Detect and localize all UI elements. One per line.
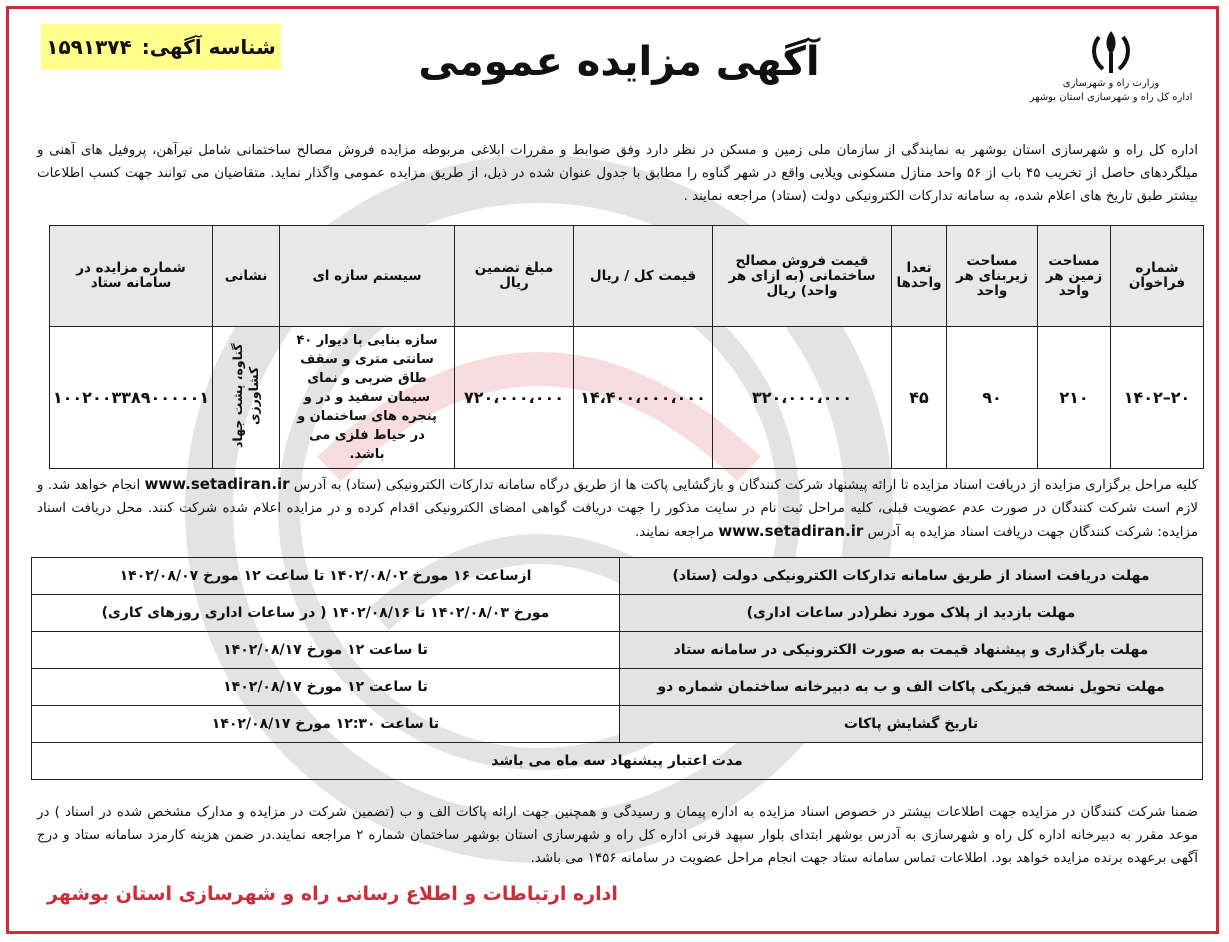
procedure-text-1: کلیه مراحل برگزاری مزایده از دریافت اسناد مزایده تا ارائه پیشنهاد شرکت کنندگان و بازگشایی پاکت ها از طریق درگاه سامانه تدارکات الکترونیکی (ستاد) به آدرس — [293, 478, 1198, 493]
schedule-value: تا ساعت ۱۲:۳۰ مورخ ۱۴۰۲/۰۸/۱۷ — [32, 706, 620, 743]
header-address: نشانی — [213, 226, 280, 327]
cell-guarantee: ۷۲۰،۰۰۰،۰۰۰ — [455, 327, 574, 469]
ministry-name: وزارت راه و شهرسازی — [1062, 78, 1160, 89]
schedule-label: مهلت بارگذاری و پیشنهاد قیمت به صورت الکترونیکی در سامانه ستاد — [620, 632, 1203, 669]
table-row — [50, 327, 1204, 469]
header-count: تعدا واحدها — [892, 226, 947, 327]
validity-row — [32, 743, 1203, 780]
procedure-text-2: انجام خواهد شد. و لازم است شرکت کنندگان در صورت عدم عضویت قبلی، کلیه مراحل ثبت نام در سایت مذکور را جهت دریافت گواهی امضای الکترونیکی اقدام کرده و در مزایده اعلام شده شرکت کنند. محل دریافت اسناد مزایده: شرکت کنندگان جهت دریافت اسناد مزایده به آدرس — [37, 478, 1198, 540]
header-unit-price: قیمت فروش مصالح ساختمانی (به ازای هر واحد) ریال — [713, 226, 892, 327]
schedule-label: مهلت بازدید از پلاک مورد نظر(در ساعات اداری) — [620, 595, 1203, 632]
cell-address — [213, 327, 280, 469]
schedule-value: ازساعت ۱۶ مورخ ۱۴۰۲/۰۸/۰۲ تا ساعت ۱۲ مورخ ۱۴۰۲/۰۸/۰۷ — [32, 558, 620, 595]
table-header-row — [50, 226, 1204, 327]
header-building-area: مساحت زیربنای هر واحد — [947, 226, 1038, 327]
schedule-row — [32, 669, 1203, 706]
cell-total-price: ۱۴،۴۰۰،۰۰۰،۰۰۰ — [574, 327, 713, 469]
iran-emblem-icon — [1083, 27, 1139, 77]
contact-paragraph: ضمنا شرکت کنندگان در مزایده جهت اطلاعات بیشتر در خصوص اسناد مزایده به اداره پیمان و رسیدگی و همچنین جهت ارائه پاکات الف و ب (تضمین شرکت در مزایده و مدارک مشخص شده در اسناد ) در موعد مقرر به دبیرخانه اداره کل راه و شهرسازی به آدرس بوشهر ابتدای بلوار سپهد قرنی اداره کل راه و شهرسازی استان بوشهر ساختمان شماره ۲ مراجعه نمایند.در ضمن هزینه کارمزد سامانه ستاد و درج آگهی برعهده برنده مزایده خواهد بود. اطلاعات تماس سامانه ستاد جهت انجام مراحل عضویت در سامانه ۱۴۵۶ می باشد. — [37, 805, 1198, 866]
schedule-value: تا ساعت ۱۲ مورخ ۱۴۰۲/۰۸/۱۷ — [32, 632, 620, 669]
setad-link-2[interactable]: www.setadiran.ir — [718, 522, 864, 540]
header-call-number: شماره فراخوان — [1111, 226, 1204, 327]
setad-link[interactable]: www.setadiran.ir — [144, 475, 290, 493]
ad-id-badge — [41, 24, 281, 70]
header-structure: سیستم سازه ای — [280, 226, 455, 327]
schedule-row — [32, 595, 1203, 632]
header-setad-number: شماره مزایده در سامانه ستاد — [50, 226, 213, 327]
cell-unit-price: ۳۲۰،۰۰۰،۰۰۰ — [713, 327, 892, 469]
procedure-text-3: مراجعه نمایند. — [634, 525, 715, 540]
schedule-row — [32, 632, 1203, 669]
cell-land-area: ۲۱۰ — [1038, 327, 1111, 469]
schedule-value: تا ساعت ۱۲ مورخ ۱۴۰۲/۰۸/۱۷ — [32, 669, 620, 706]
schedule-row — [32, 558, 1203, 595]
footer-publisher: اداره ارتباطات و اطلاع رسانی راه و شهرسازی استان بوشهر — [47, 883, 618, 905]
cell-call-number: ۲۰–۱۴۰۲ — [1111, 327, 1204, 469]
ad-id-value: ۱۵۹۱۳۷۴ — [46, 35, 132, 59]
header-land-area: مساحت زمین هر واحد — [1038, 226, 1111, 327]
ministry-department: اداره کل راه و شهرسازی استان بوشهر — [1029, 92, 1193, 103]
procedure-paragraph — [37, 473, 1198, 544]
address-text: گناوه، پشت جهاد کشاورزی — [230, 343, 261, 448]
ministry-logo — [1026, 27, 1196, 137]
schedule-label: مهلت تحویل نسخه فیزیکی پاکات الف و ب به دبیرخانه ساختمان شماره دو — [620, 669, 1203, 706]
cell-structure: سازه بنایی با دیوار ۴۰ سانتی متری و سقف طاق ضربی و نمای سیمان سفید و در و پنجره های ساختمان و در حیاط فلزی می باشد. — [280, 327, 455, 469]
ad-frame — [6, 6, 1219, 934]
header-total-price: قیمت کل / ریال — [574, 226, 713, 327]
schedule-label: مهلت دریافت اسناد از طریق سامانه تدارکات الکترونیکی دولت (ستاد) — [620, 558, 1203, 595]
intro-paragraph: اداره کل راه و شهرسازی استان بوشهر به نمایندگی از سازمان ملی زمین و مسکن در نظر دارد وفق ضوابط و مقررات ابلاغی مربوطه مزایده فروش مصالح ساختمانی شامل تیرآهن، پروفیل های آهنی و میلگردهای حاصل از تخریب ۴۵ باب از ۵۶ واحد منازل مسکونی ویلایی واقع در شهر گناوه را مطابق با جدول عنوان شده در ذیل، از طریق مزایده عمومی واگذار نماید. متقاضیان می توانند جهت کسب اطلاعات بیشتر طبق تاریخ های اعلام شده، به سامانه تدارکات الکترونیکی دولت (ستاد) مراجعه نمایند . — [37, 143, 1199, 204]
ad-id-label: شناسه آگهی: — [141, 35, 276, 59]
cell-setad-number: ۱۰۰۲۰۰۳۳۸۹۰۰۰۰۰۱ — [50, 327, 213, 469]
schedule-label: تاریخ گشایش پاکات — [620, 706, 1203, 743]
schedule-row — [32, 706, 1203, 743]
cell-building-area: ۹۰ — [947, 327, 1038, 469]
cell-count: ۴۵ — [892, 327, 947, 469]
page-title: آگهی مزایده عمومی — [418, 39, 820, 85]
header-guarantee: مبلغ تضمین ریال — [455, 226, 574, 327]
validity-note: مدت اعتبار پیشنهاد سه ماه می باشد — [32, 743, 1203, 780]
schedule-table — [31, 557, 1203, 780]
schedule-value: مورخ ۱۴۰۲/۰۸/۰۳ تا ۱۴۰۲/۰۸/۱۶ ( در ساعات اداری روزهای کاری) — [32, 595, 620, 632]
auction-table — [49, 225, 1204, 469]
